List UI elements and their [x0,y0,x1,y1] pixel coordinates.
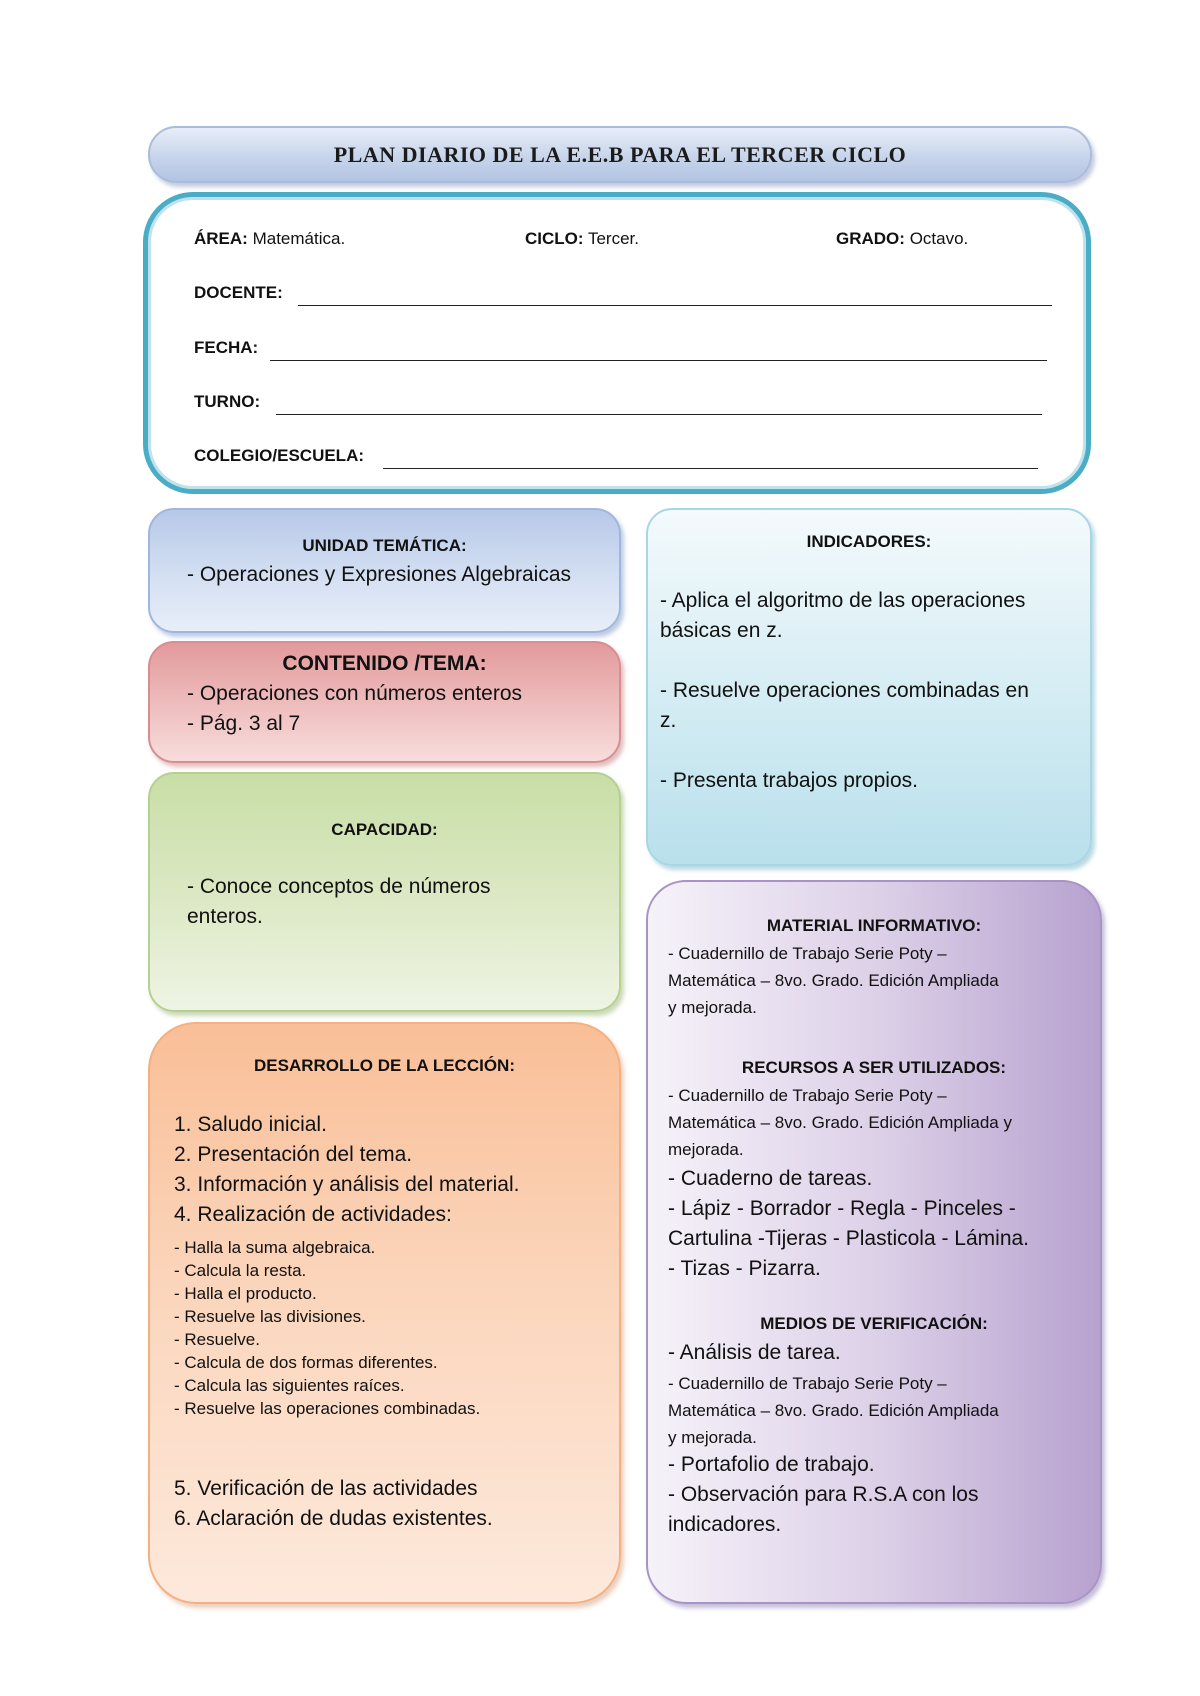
lesson-step: 2. Presentación del tema. [174,1143,413,1166]
medio-item: - Observación para R.S.A con los [668,1483,979,1506]
lesson-step: 3. Información y análisis del material. [174,1173,520,1196]
lesson-step: 1. Saludo inicial. [174,1113,327,1136]
lesson-step: 6. Aclaración de dudas existentes. [174,1507,493,1530]
recurso-item: Cartulina -Tijeras - Plasticola - Lámina. [668,1227,1030,1250]
medio-item: - Portafolio de trabajo. [668,1453,875,1476]
indicador-item: - Presenta trabajos propios. [660,769,918,792]
unidad-item: - Operaciones y Expresiones Algebraicas [187,563,572,586]
docente-label: DOCENTE: [194,283,283,302]
activity-item: - Halla la suma algebraica. [174,1238,376,1257]
contenido-list [187,679,522,739]
activity-item: - Resuelve las operaciones combinadas. [174,1399,481,1418]
docente-line[interactable] [298,305,1052,306]
recurso-item: - Cuaderno de tareas. [668,1167,873,1190]
indicador-item: - Aplica el algoritmo de las operaciones básicas en z. [660,589,1026,642]
grado-value: Octavo. [909,229,969,248]
page-title-banner [148,126,1092,183]
recurso-item: - Lápiz - Borrador - Regla - Pinceles - [668,1197,1016,1220]
activity-item: - Calcula la resta. [174,1261,307,1280]
info-box [143,192,1091,494]
desarrollo-heading: DESARROLLO DE LA LECCIÓN: [254,1056,515,1075]
unidad-heading: UNIDAD TEMÁTICA: [302,536,467,555]
capacidad-text: - Conoce conceptos de números enteros. [187,875,491,928]
medio-item: indicadores. [668,1513,782,1536]
activity-item: - Calcula las siguientes raíces. [174,1376,405,1395]
material-heading: MATERIAL INFORMATIVO: [766,916,982,935]
contenido-item: - Pág. 3 al 7 [187,712,301,735]
contenido-panel [148,641,621,763]
area-field: ÁREA: Matemática. [194,229,346,248]
capacidad-heading: CAPACIDAD: [331,820,438,839]
medio-item: - Análisis de tarea. [668,1341,841,1364]
recursos-heading: RECURSOS A SER UTILIZADOS: [741,1058,1007,1077]
ciclo-value: Tercer. [587,229,639,248]
activities-list [174,1236,480,1420]
desarrollo-panel [148,1022,621,1604]
unidad-tematica-panel [148,508,621,633]
material-panel [646,880,1102,1604]
activity-item: - Calcula de dos formas diferentes. [174,1353,438,1372]
medios-small-text: - Cuadernillo de Trabajo Serie Poty – Matemática – 8vo. Grado. Edición Ampliada y mejorada. [668,1374,999,1447]
recurso-item: - Tizas - Pizarra. [668,1257,821,1280]
material-text: - Cuadernillo de Trabajo Serie Poty – Matemática – 8vo. Grado. Edición Ampliada y mejorada. [668,944,999,1017]
area-value: Matemática. [252,229,346,248]
recursos-small-text: - Cuadernillo de Trabajo Serie Poty – Matemática – 8vo. Grado. Edición Ampliada y mejorada. [668,1086,1012,1159]
colegio-line[interactable] [383,468,1038,469]
indicadores-panel [646,508,1092,866]
colegio-label: COLEGIO/ESCUELA: [194,446,365,465]
activity-item: - Resuelve las divisiones. [174,1307,366,1326]
ciclo-field: CICLO: Tercer. [525,229,639,248]
indicador-item: - Resuelve operaciones combinadas en z. [660,679,1029,732]
turno-line[interactable] [276,414,1042,415]
contenido-item: - Operaciones con números enteros [187,682,523,705]
lesson-step: 4. Realización de actividades: [174,1203,452,1226]
grado-field: GRADO: Octavo. [836,229,969,248]
contenido-heading: CONTENIDO /TEMA: [282,652,487,675]
activity-item: - Halla el producto. [174,1284,317,1303]
turno-label: TURNO: [194,392,261,411]
desarrollo-steps-a [174,1110,520,1230]
page-title: PLAN DIARIO DE LA E.E.B PARA EL TERCER CICLO [333,141,907,167]
lesson-step: 5. Verificación de las actividades [174,1477,478,1500]
recursos-list [668,1164,1029,1284]
medios-heading: MEDIOS DE VERIFICACIÓN: [760,1314,988,1333]
medios-list [668,1450,978,1540]
fecha-line[interactable] [270,360,1047,361]
fecha-label: FECHA: [194,338,259,357]
activity-item: - Resuelve. [174,1330,260,1349]
capacidad-panel [148,772,621,1012]
indicadores-heading: INDICADORES: [806,532,932,551]
desarrollo-steps-b [174,1474,493,1534]
